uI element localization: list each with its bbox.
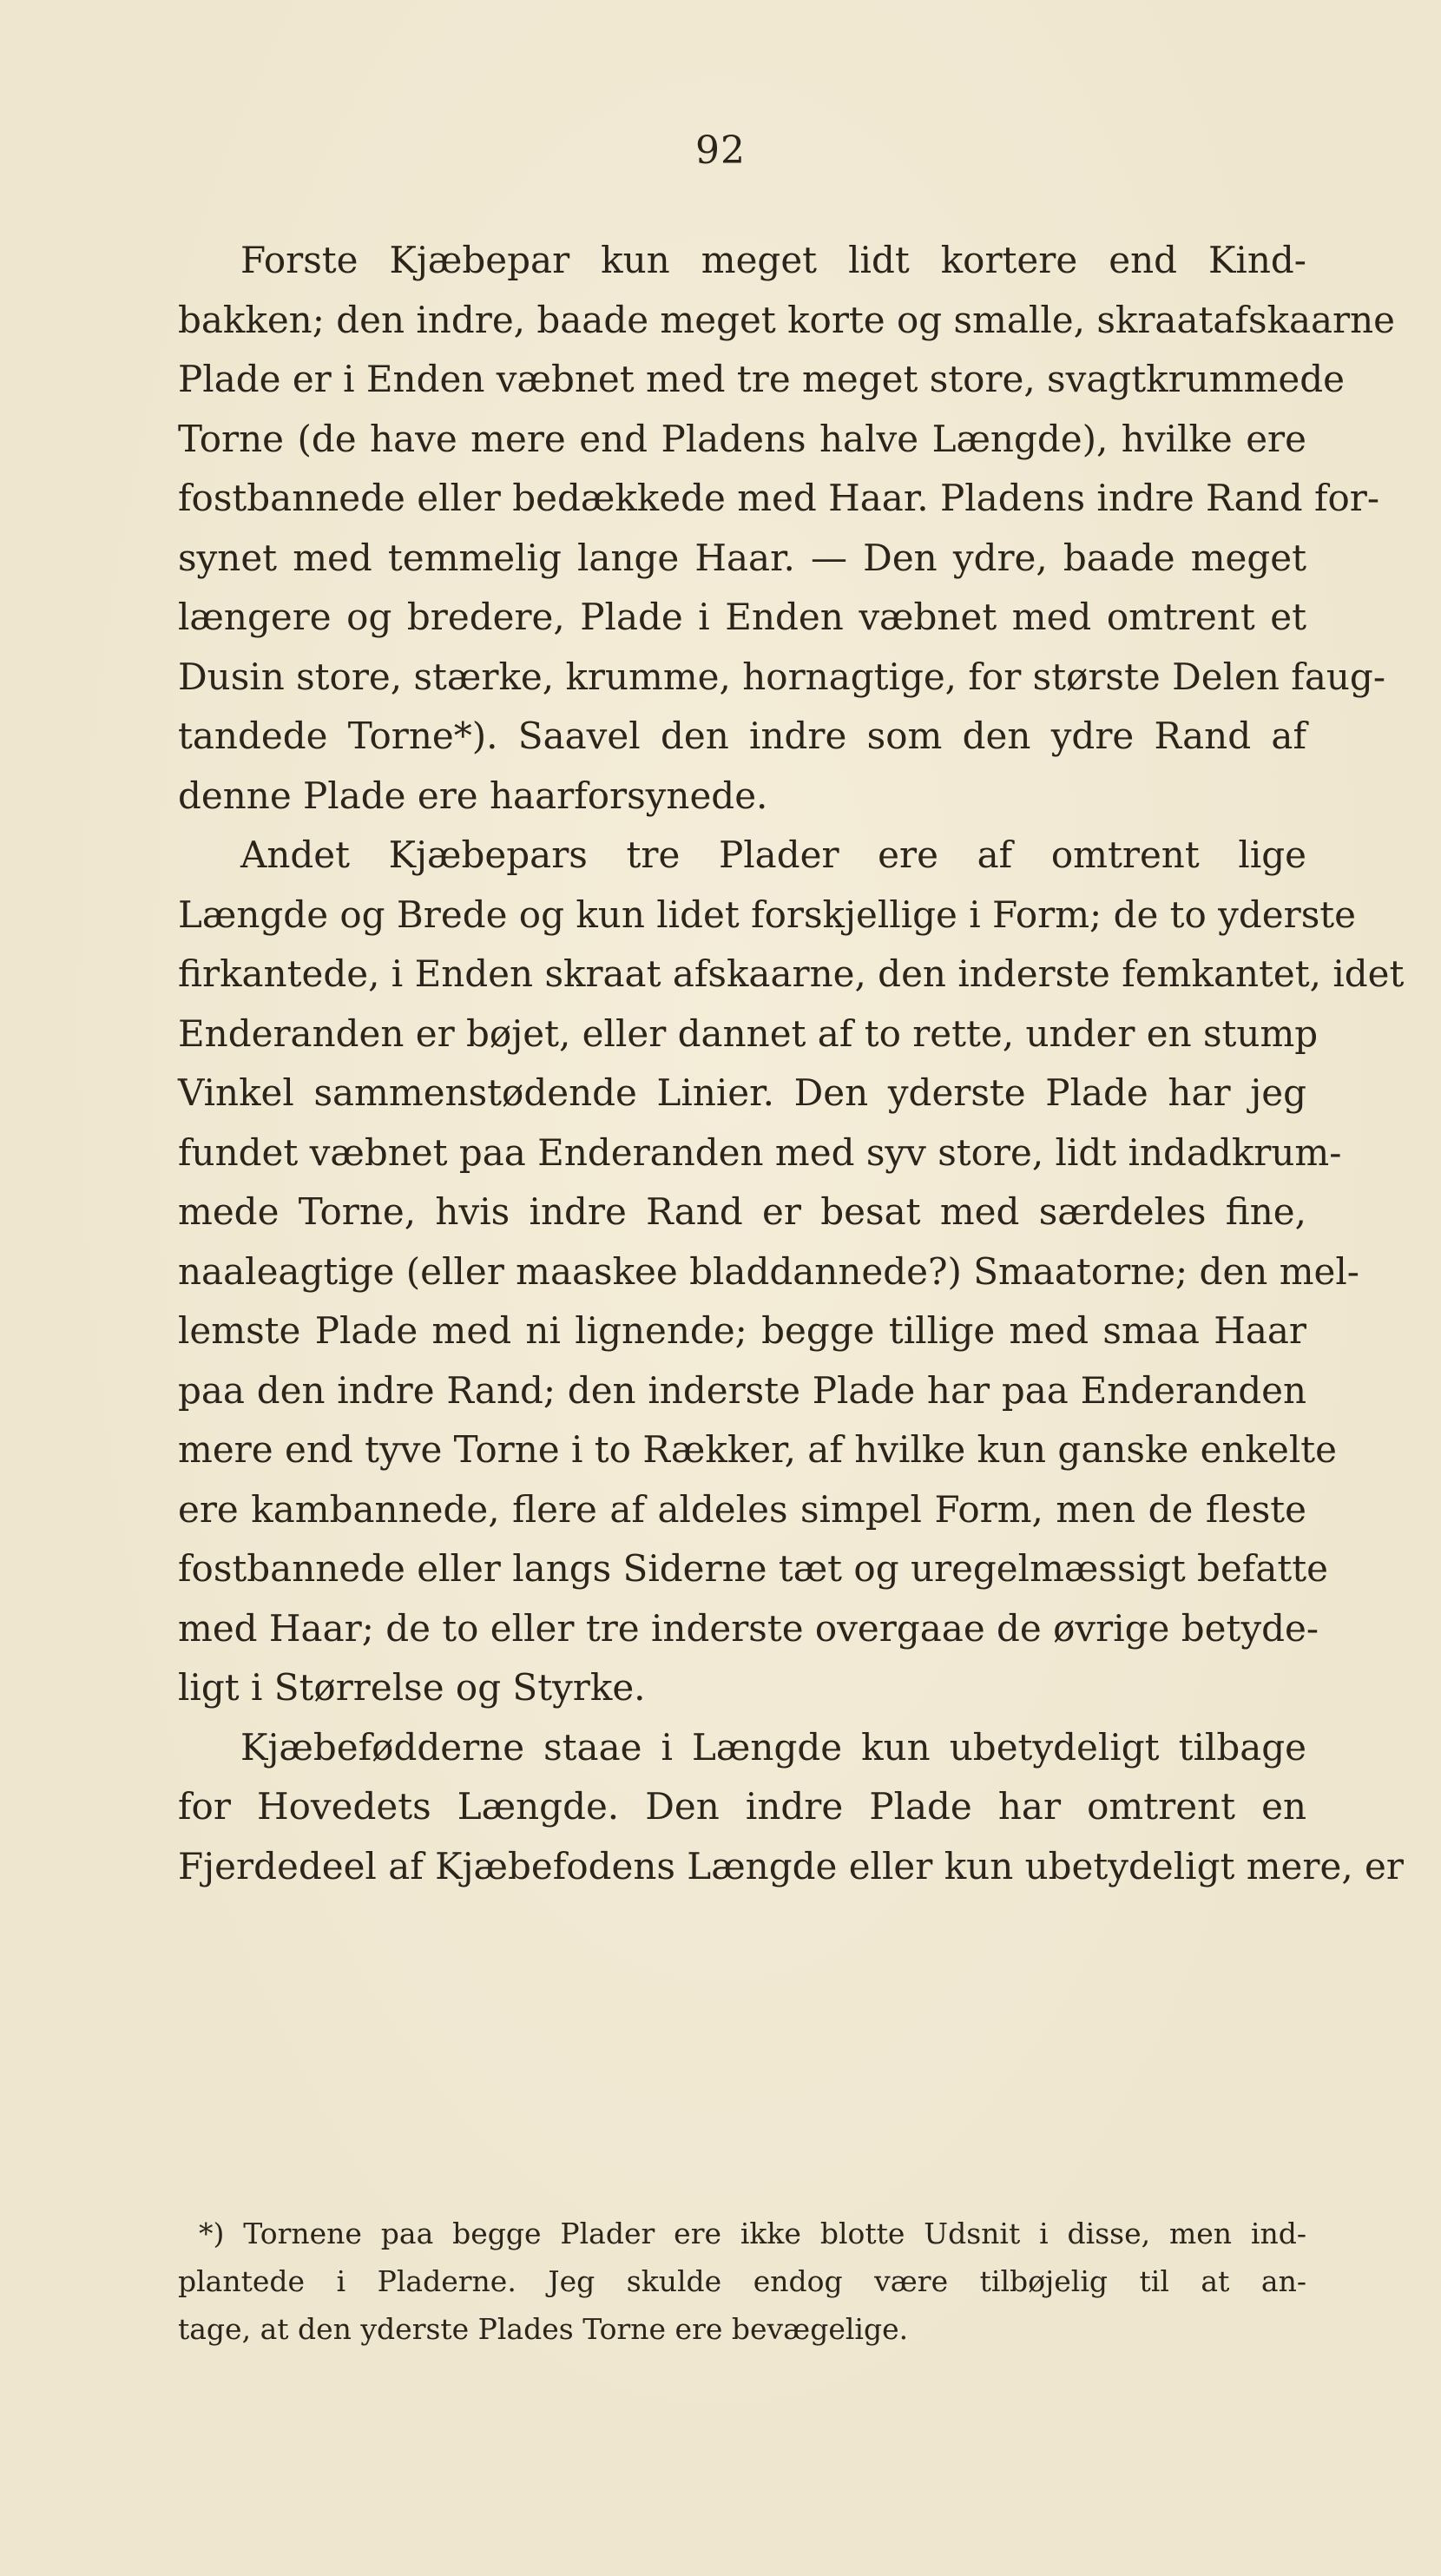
footnote-line: plantede i Pladerne. Jeg skulde endog være tilbøjelig til at an- (178, 2264, 1306, 2298)
text-line: Plade er i Enden væbnet med tre meget store, svagtkrummede (178, 358, 1345, 400)
footnote (178, 2210, 1306, 2353)
text-line: Kjæbefødderne staae i Længde kun ubetydeligt tilbage (240, 1725, 1306, 1769)
text-line: med Haar; de to eller tre inderste overgaae de øvrige betyde- (178, 1606, 1319, 1650)
footnote-line: tage, at den yderste Plades Torne ere bevægelige. (178, 2312, 909, 2346)
text-line: paa den indre Rand; den inderste Plade har paa Enderanden (178, 1368, 1306, 1412)
text-line: Fjerdedeel af Kjæbefodens Længde eller kun ubetydeligt mere, er (178, 1844, 1404, 1888)
text-line: ligt i Størrelse og Styrke. (178, 1666, 646, 1709)
text-line: synet med temmelig lange Haar. — Den ydre, baade meget (178, 536, 1306, 579)
text-line: firkantede, i Enden skraat afskaarne, den inderste femkantet, idet (178, 952, 1405, 995)
text-line: Enderanden er bøjet, eller dannet af to rette, under en stump (178, 1011, 1319, 1055)
text-line: fostbannede eller bedækkede med Haar. Pladens indre Rand for- (178, 477, 1380, 519)
text-line: naaleagtige (eller maaskee bladdannede?) Smaatorne; den mel- (178, 1249, 1360, 1293)
text-line: mere end tyve Torne i to Rækker, af hvilke kun ganske enkelte (178, 1428, 1337, 1471)
text-line: Længde og Brede og kun lidet forskjellige i Form; de to yderste (178, 893, 1357, 936)
text-line: Torne (de have mere end Pladens halve Længde), hvilke ere (178, 417, 1306, 460)
text-line: fundet væbnet paa Enderanden med syv store, lidt indadkrum- (178, 1130, 1342, 1174)
text-line: ere kambannede, flere af aldeles simpel Form, men de fleste (178, 1487, 1306, 1531)
text-line: denne Plade ere haarforsynede. (178, 774, 768, 817)
text-line: fostbannede eller langs Siderne tæt og uregelmæssigt befatte (178, 1547, 1328, 1590)
text-line: Andet Kjæbepars tre Plader ere af omtrent lige (240, 833, 1306, 876)
text-line: Dusin store, stærke, krumme, hornagtige, for største Delen faug- (178, 655, 1386, 698)
page-number: 92 (695, 128, 746, 173)
text-line: for Hovedets Længde. Den indre Plade har omtrent en (178, 1785, 1306, 1828)
text-line: Vinkel sammenstødende Linier. Den yderste Plade har jeg (178, 1071, 1306, 1114)
text-line: mede Torne, hvis indre Rand er besat med særdeles fine, (178, 1190, 1306, 1233)
footnote-line: *) Tornene paa begge Plader ere ikke blotte Udsnit i disse, men ind- (199, 2217, 1306, 2250)
text-line: længere og bredere, Plade i Enden væbnet med omtrent et (178, 596, 1306, 638)
text-line: bakken; den indre, baade meget korte og smalle, skraatafskaarne (178, 298, 1396, 341)
text-line: lemste Plade med ni lignende; begge tillige med smaa Haar (178, 1309, 1306, 1352)
text-line: tandede Torne*). Saavel den indre som den ydre Rand af (178, 715, 1306, 757)
body-text (178, 231, 1405, 1896)
text-line: Forste Kjæbepar kun meget lidt kortere end Kind- (240, 239, 1306, 281)
